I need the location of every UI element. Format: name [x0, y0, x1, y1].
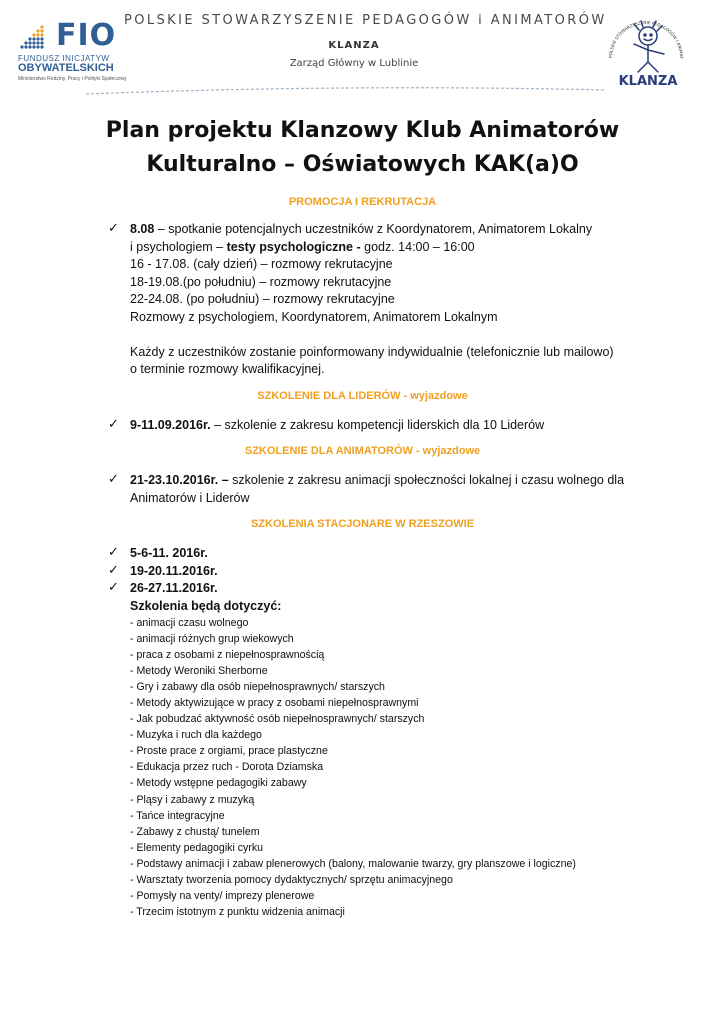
liderzy-date: 9-11.09.2016r. [130, 418, 211, 432]
promocja-line-6: Rozmowy z psychologiem, Koordynatorem, Animatorem Lokalnym [130, 309, 498, 324]
animatorzy-line-1 [130, 472, 670, 490]
page-header [0, 0, 725, 100]
list-item: - Metody wstępne pedagogiki zabawy [130, 777, 307, 790]
liderzy-line [130, 417, 670, 435]
list-item: - Metody Weroniki Sherborne [130, 665, 268, 678]
liderzy-text: – szkolenie z zakresu kompetencji liderskich dla 10 Liderów [210, 418, 545, 432]
list-item: - Zabawy z chustą/ tunelem [130, 825, 260, 838]
promocja-line-5: 22-24.08. (po południu) – rozmowy rekrutacyjne [130, 292, 395, 306]
list-item: - Proste prace z orgiami, prace plastyczne [130, 745, 328, 758]
stacjonarne-dates [110, 545, 670, 615]
promocja-line-8: o terminie rozmowy kwalifikacyjnej. [130, 362, 325, 376]
promocja-line-3: 16 - 17.08. (cały dzień) – rozmowy rekrutacyjne [130, 257, 393, 271]
list-item: - animacji różnych grup wiekowych [130, 633, 294, 646]
topics-list [130, 615, 650, 920]
animatorzy-block [110, 472, 670, 507]
liderzy-block [110, 417, 670, 435]
list-item: - Pląsy i zabawy z muzyką [130, 793, 255, 806]
checkmark-icon: ✓ [108, 417, 119, 432]
dot-grid-icon [16, 24, 46, 52]
list-item: - Jak pobudzać aktywność osób niepełnosprawnych/ starszych [130, 713, 425, 726]
fio-line3: Ministerstwo Rodziny, Pracy i Polityki Społecznej [18, 76, 127, 82]
section-heading-promocja: PROMOCJA I REKRUTACJA [288, 196, 437, 208]
fio-logo [16, 18, 127, 88]
svg-text:POLSKIE STOWARZYSZENIE PEDAGOG [598, 10, 684, 59]
stacjonarne-date-1: 5-6-11. 2016r. [130, 546, 208, 560]
promocja-text-2c: godz. 14:00 – 16:00 [360, 239, 475, 254]
stacjonarne-date-2: 19-20.11.2016r. [130, 563, 218, 578]
list-item: - Trzecim istotnym z punktu widzenia animacji [130, 905, 345, 918]
list-item: - Podstawy animacji i zabaw plenerowych (balony, malowanie twarzy, gry planszowe i logiczne) [130, 857, 576, 870]
klanza-ring-text: POLSKIE STOWARZYSZENIE PEDAGOGÓW I ANIMAT [607, 19, 685, 59]
section-heading-stacjonarne: SZKOLENIA STACJONARE W RZESZOWIE [250, 518, 475, 530]
promocja-line-7: Każdy z uczestników zostanie poinformowany indywidualnie (telefonicznie lub mailowo) [130, 344, 614, 359]
fio-letters: FIO [56, 18, 117, 53]
list-item: - Elementy pedagogiki cyrku [130, 841, 264, 854]
list-item: - Edukacja przez ruch - Dorota Dziamska [130, 761, 324, 774]
title-line-1: Plan projektu Klanzowy Klub Animatorów [105, 118, 620, 143]
list-item: - Warsztaty tworzenia pomocy dydaktycznych/ sprzętu animacyjnego [130, 873, 453, 886]
association-name: KLANZA [328, 40, 380, 51]
stick-figure-icon [634, 21, 664, 72]
promocja-line-4: 18-19.08.(po południu) – rozmowy rekrutacyjne [130, 274, 392, 289]
association-title: POLSKIE STOWARZYSZENIE PEDAGOGÓW i ANIMATORÓW [124, 13, 607, 28]
list-item: - Pomysły na venty/ imprezy plenerowe [130, 889, 315, 902]
fio-line2: OBYWATELSKICH [18, 62, 114, 74]
animatorzy-line-2: Animatorów i Liderów [130, 490, 250, 505]
list-item: - Tańce integracyjne [130, 809, 225, 822]
checkmark-icon: ✓ [108, 472, 119, 487]
animatorzy-text-1: szkolenie z zakresu animacji społeczności lokalnej i czasu wolnego dla [228, 473, 625, 487]
promocja-line-2 [130, 239, 670, 257]
klanza-logo [598, 10, 694, 96]
promocja-text-2b: testy psychologiczne - [226, 239, 361, 254]
list-item: - Muzyka i ruch dla każdego [130, 729, 262, 742]
header-divider [86, 82, 606, 98]
topics-heading: Szkolenia będą dotyczyć: [130, 598, 282, 613]
association-subtitle: Zarząd Główny w Lublinie [289, 58, 419, 69]
klanza-wordmark: KLANZA [618, 74, 678, 89]
checkmark-icon: ✓ [108, 545, 119, 560]
promocja-text-2a: i psychologiem – [130, 239, 227, 254]
stacjonarne-date-3: 26-27.11.2016r. [130, 581, 218, 595]
checkmark-icon: ✓ [108, 221, 119, 236]
checkmark-icon: ✓ [108, 562, 119, 578]
promocja-text-1: – spotkanie potencjalnych uczestników z Koordynatorem, Animatorem Lokalny [154, 222, 593, 236]
section-heading-animatorzy: SZKOLENIE DLA ANIMATORÓW - wyjazdowe [244, 445, 481, 457]
promocja-line-1 [130, 221, 670, 239]
fio-line1: FUNDUSZ INICJATYW [18, 54, 110, 63]
list-item: - Gry i zabawy dla osób niepełnosprawnych/ starszych [130, 681, 385, 694]
list-item: - animacji czasu wolnego [130, 617, 249, 629]
promocja-date: 8.08 [130, 222, 155, 236]
promocja-block [110, 221, 670, 379]
animatorzy-date: 21-23.10.2016r. – [130, 473, 229, 487]
page-title [70, 114, 655, 182]
list-item: - Metody aktywizujące w pracy z osobami niepełnosprawnymi [130, 697, 419, 710]
section-heading-liderzy: SZKOLENIE DLA LIDERÓW - wyjazdowe [257, 390, 468, 402]
checkmark-icon: ✓ [108, 580, 119, 595]
list-item: - praca z osobami z niepełnosprawnością [130, 649, 325, 662]
title-line-2: Kulturalno – Oświatowych KAK(a)O [146, 152, 579, 177]
